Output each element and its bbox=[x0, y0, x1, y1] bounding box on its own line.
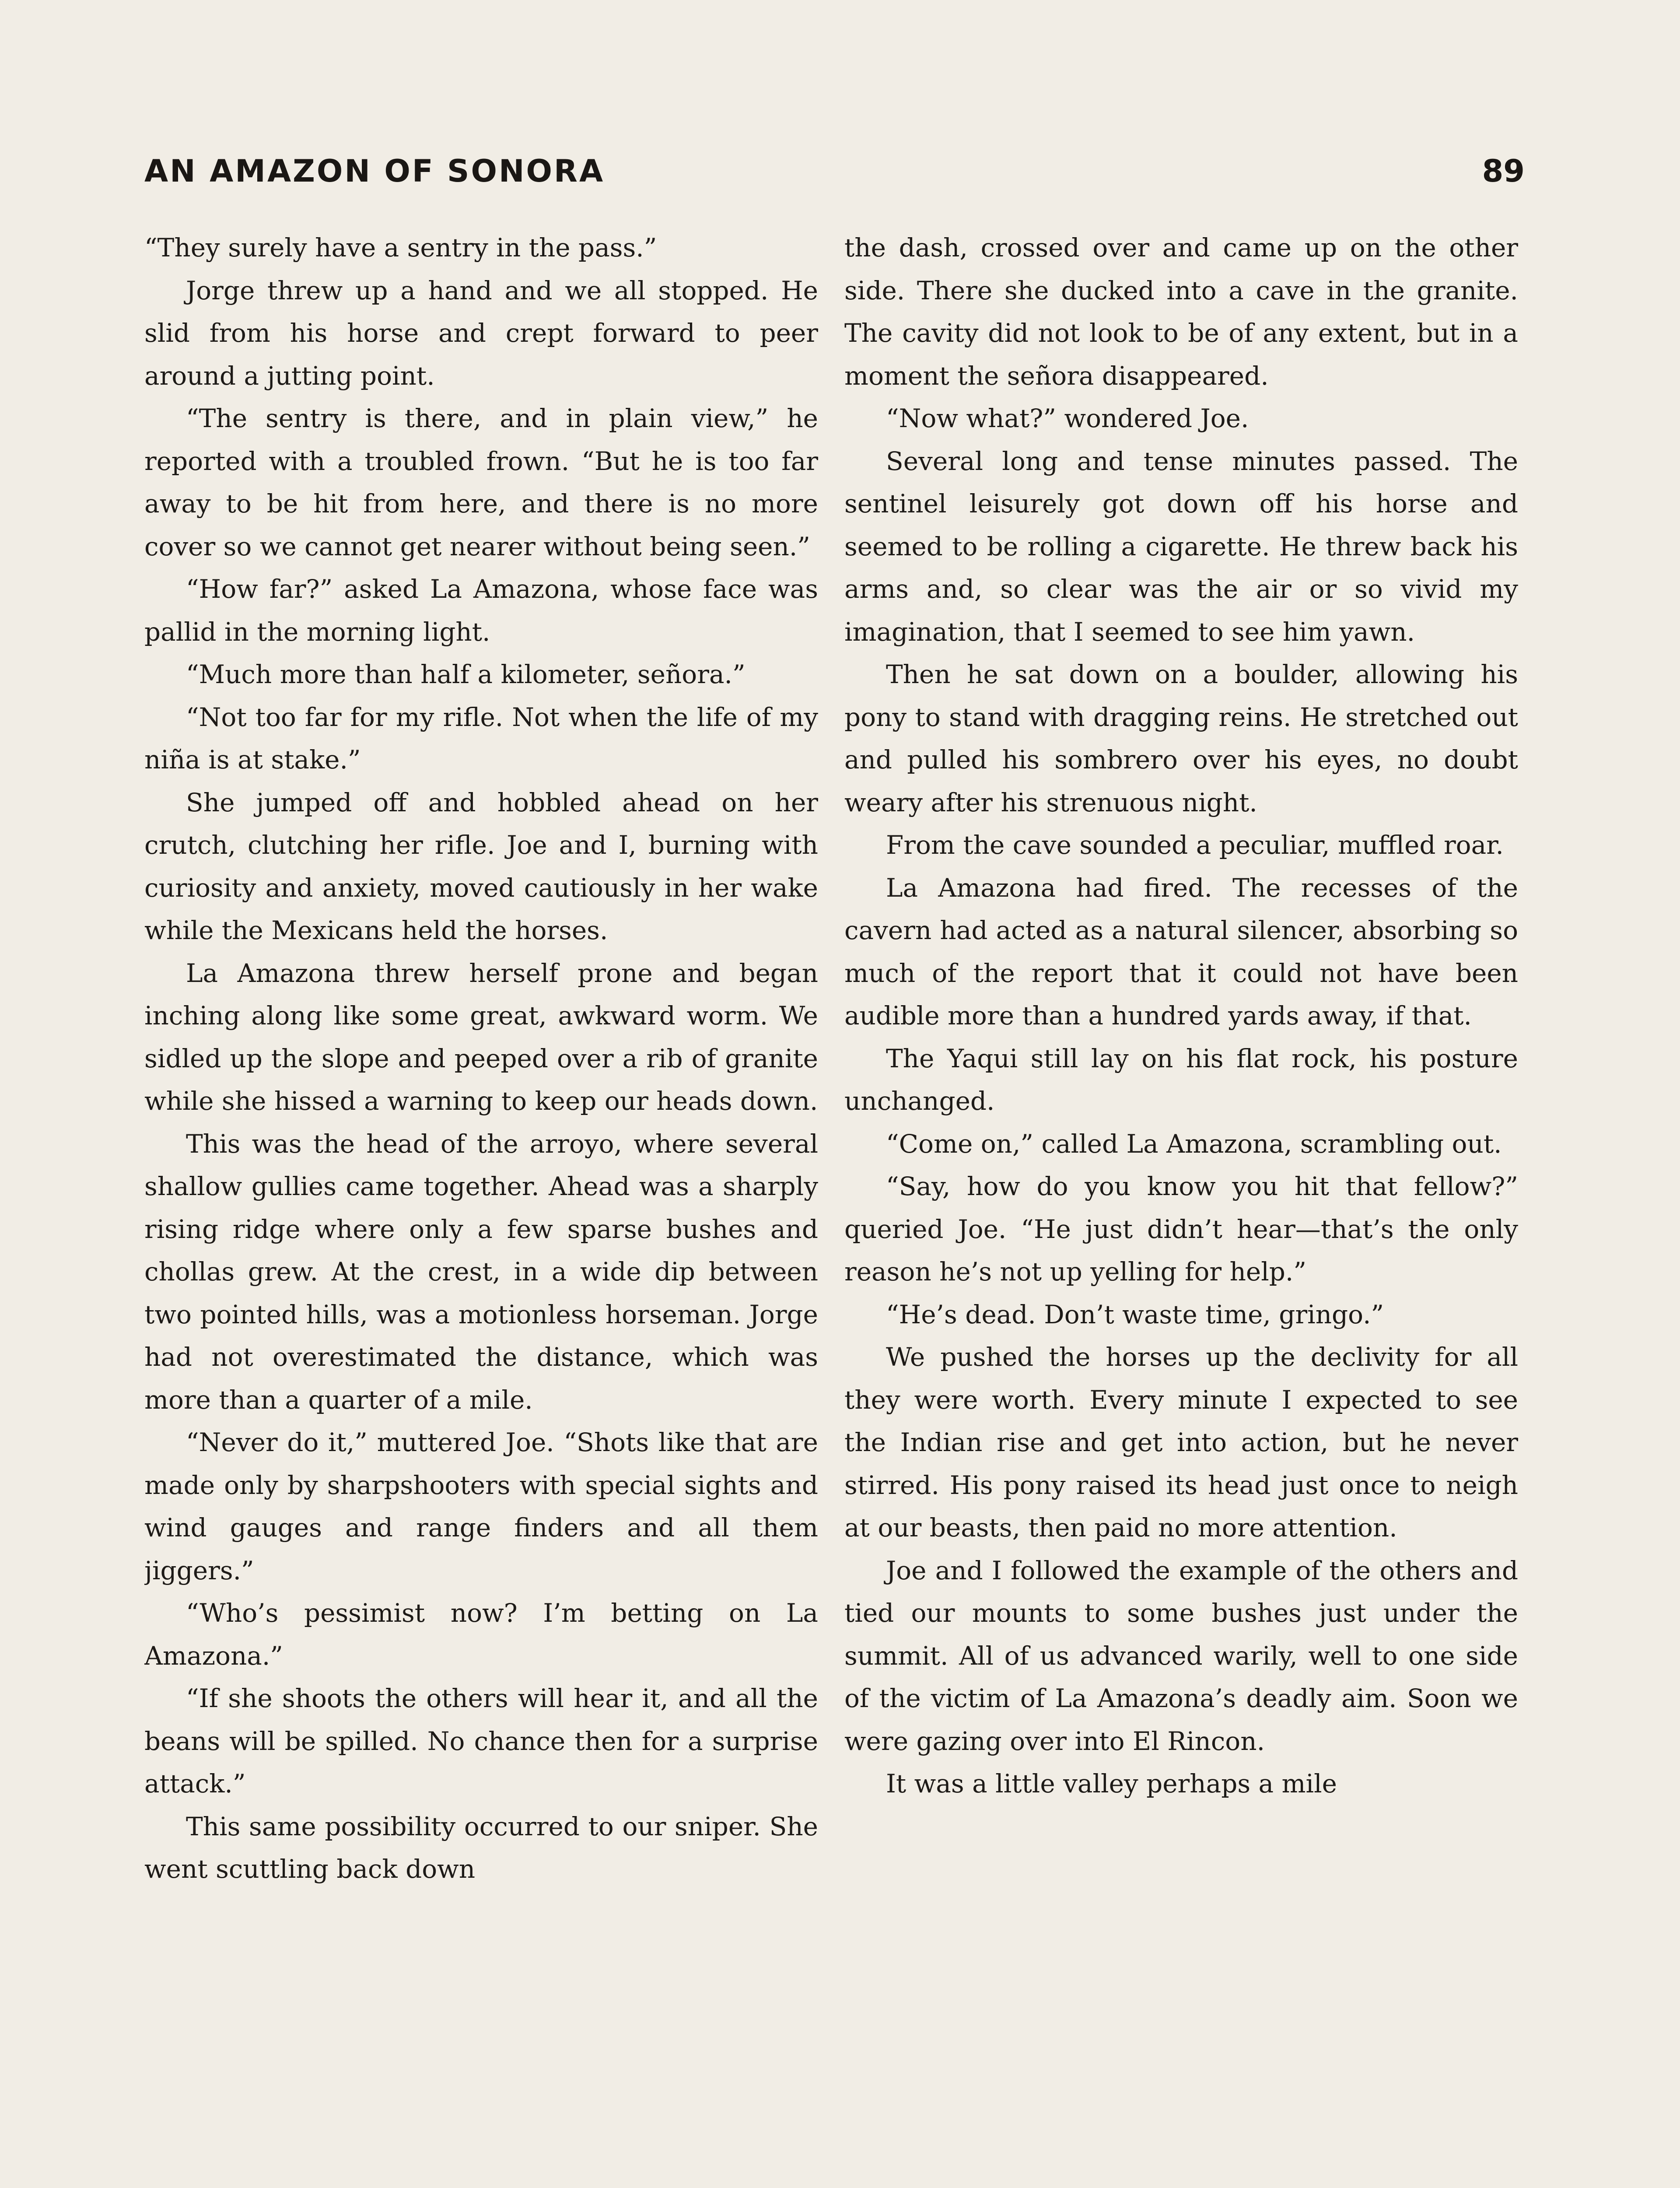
right-column bbox=[844, 227, 1518, 2188]
paragraph: We pushed the horses up the declivity for all they were worth. Every minute I expected to see the Indian rise and get into action, but he never stirred. His pony raised its head just once to neigh at our beasts, then paid no more attention. bbox=[844, 1342, 1518, 1543]
paragraph: Several long and tense minutes passed. The sentinel leisurely got down off his horse and seemed to be rolling a cigarette. He threw back his arms and, so clear was the air or so vivid my imagination, that I seemed to see him yawn. bbox=[844, 446, 1518, 647]
paragraph: Then he sat down on a boulder, allowing his pony to stand with dragging reins. He stretched out and pulled his sombrero over his eyes, no doubt weary after his strenuous night. bbox=[844, 659, 1518, 817]
paragraph: The Yaqui still lay on his flat rock, his posture unchanged. bbox=[844, 1043, 1518, 1116]
paragraph: “How far?” asked La Amazona, whose face was pallid in the morning light. bbox=[144, 574, 818, 647]
paragraph: Joe and I followed the example of the others and tied our mounts to some bushes just under the summit. All of us advanced warily, well to one side of the victim of La Amazona’s deadly aim. Soon we were gazing over into El Rincon. bbox=[844, 1555, 1518, 1756]
paragraph: La Amazona threw herself prone and began inching along like some great, awkward worm. We sidled up the slope and peeped over a rib of granite while she hissed a warning to keep our heads down. bbox=[144, 958, 818, 1116]
text-columns bbox=[144, 227, 1518, 2188]
page-number: 89 bbox=[1482, 153, 1525, 189]
paragraph: “If she shoots the others will hear it, and all the beans will be spilled. No chance then for a surprise attack.” bbox=[144, 1683, 818, 1799]
paragraph: From the cave sounded a peculiar, muffled roar. bbox=[886, 830, 1504, 860]
paragraph: Jorge threw up a hand and we all stopped. He slid from his horse and crept forward to peer around a jutting point. bbox=[144, 275, 818, 391]
paragraph: “He’s dead. Don’t waste time, gringo.” bbox=[886, 1299, 1384, 1329]
paragraph: “The sentry is there, and in plain view,” he reported with a troubled frown. “But he is too far away to be hit from here, and there is no more cover so we cannot get nearer without being seen.” bbox=[144, 403, 818, 561]
paragraph: “Now what?” wondered Joe. bbox=[886, 403, 1249, 433]
paragraph: “Who’s pessimist now? I’m betting on La Amazona.” bbox=[144, 1598, 818, 1671]
paragraph: La Amazona had fired. The recesses of the cavern had acted as a natural silencer, absorbing so much of the report that it could not have been audible more than a hundred yards away, if that. bbox=[844, 873, 1518, 1031]
left-column bbox=[144, 227, 818, 2188]
paragraph: “They surely have a sentry in the pass.” bbox=[144, 233, 657, 263]
paragraph: It was a little valley perhaps a mile bbox=[886, 1769, 1337, 1799]
paragraph: This same possibility occurred to our sniper. She went scuttling back down bbox=[144, 1811, 818, 1884]
running-head: AN AMAZON OF SONORA bbox=[144, 153, 605, 189]
paragraph: “Not too far for my rifle. Not when the life of my niña is at stake.” bbox=[144, 702, 818, 775]
paragraph: She jumped off and hobbled ahead on her crutch, clutching her rifle. Joe and I, burning with curiosity and anxiety, moved cautiously in her wake while the Mexicans held the horses. bbox=[144, 787, 818, 945]
paragraph: the dash, crossed over and came up on the other side. There she ducked into a cave in the granite. The cavity did not look to be of any extent, but in a moment the señora disappeared. bbox=[844, 233, 1518, 391]
paragraph: “Come on,” called La Amazona, scrambling out. bbox=[886, 1129, 1502, 1159]
paragraph: “Much more than half a kilometer, señora.” bbox=[186, 659, 746, 689]
paragraph: “Never do it,” muttered Joe. “Shots like that are made only by sharpshooters with special sights and wind gauges and range finders and all them jiggers.” bbox=[144, 1427, 818, 1585]
paragraph: This was the head of the arroyo, where several shallow gullies came together. Ahead was a sharply rising ridge where only a few sparse bushes and chollas grew. At the crest, in a wide dip between two pointed hills, was a motionless horseman. Jorge had not overestimated the distance, which was more than a quarter of a mile. bbox=[144, 1129, 818, 1415]
paragraph: “Say, how do you know you hit that fellow?” queried Joe. “He just didn’t hear—that’s the only reason he’s not up yelling for help.” bbox=[844, 1171, 1518, 1287]
page-header bbox=[144, 153, 1525, 201]
